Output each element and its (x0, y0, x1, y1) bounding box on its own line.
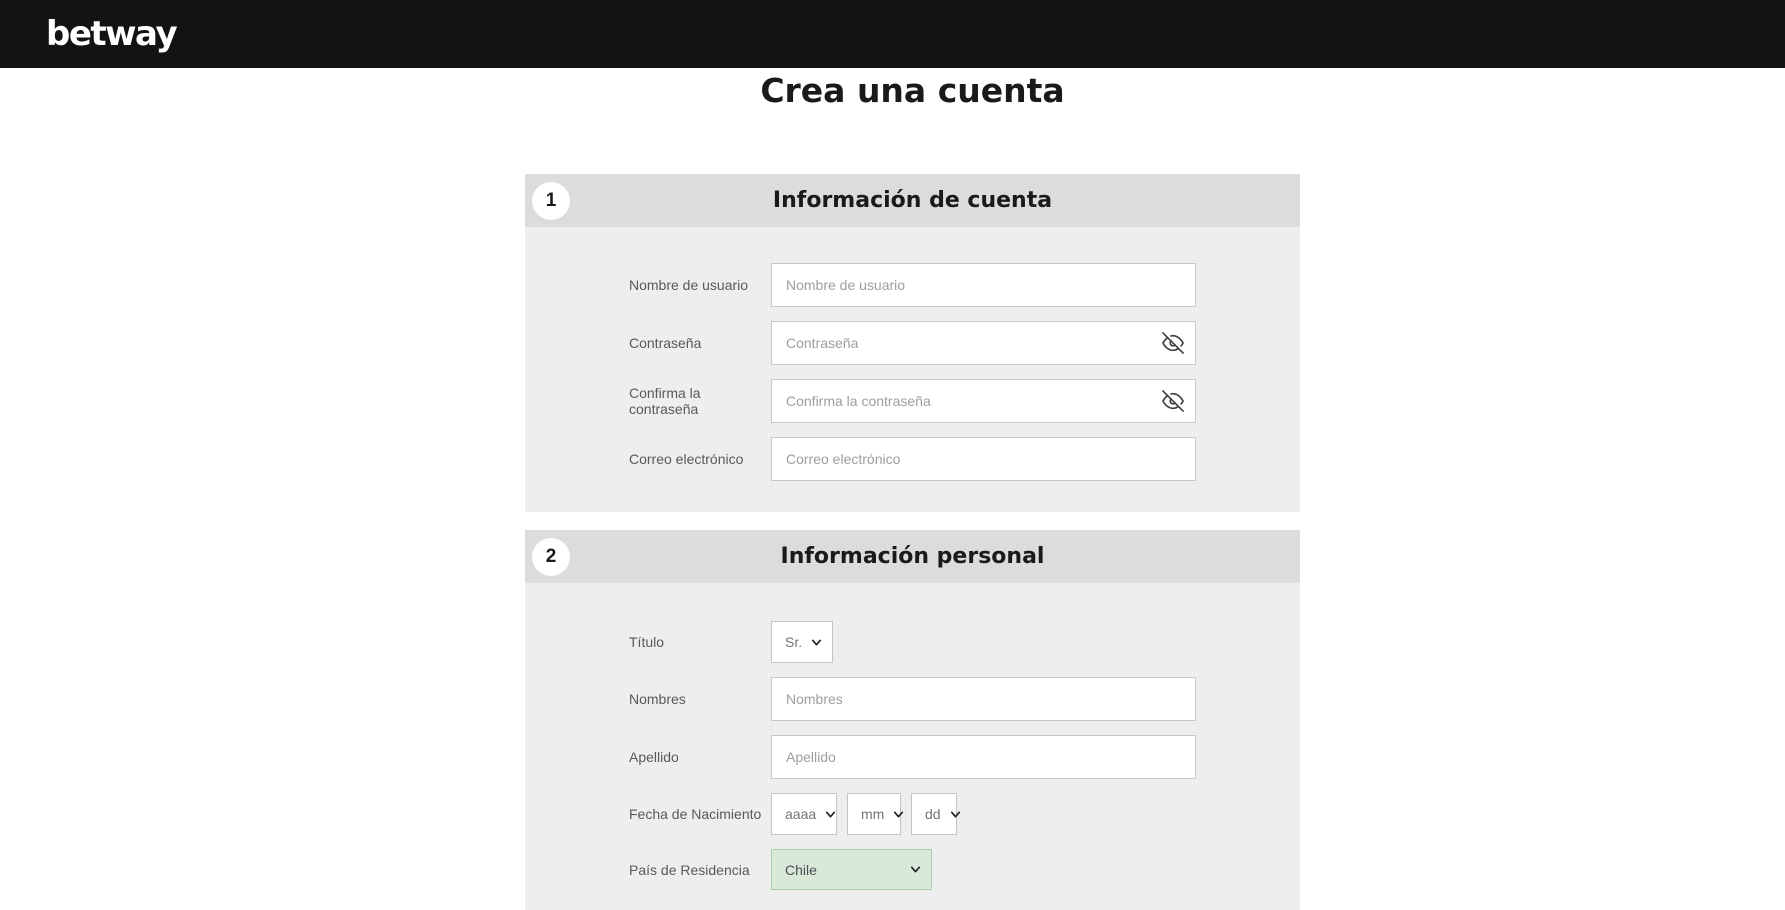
country-select-value: Chile (785, 861, 817, 878)
personal-section-header (525, 530, 1300, 583)
chevron-down-icon (909, 863, 922, 876)
page-title: Crea una cuenta (760, 71, 1065, 110)
title-select[interactable] (771, 621, 833, 663)
birth-date-selects (771, 793, 957, 835)
first-name-input[interactable] (771, 677, 1196, 721)
registration-page (525, 68, 1300, 910)
title-label: Título (629, 634, 665, 650)
birth-date-field-row (629, 793, 1300, 835)
betway-logo[interactable]: betway (46, 14, 177, 54)
first-name-input-wrap (771, 677, 1196, 721)
birth-year-select-value: aaaa (785, 806, 817, 822)
password-input[interactable] (771, 321, 1196, 365)
password-field-row (629, 321, 1300, 365)
birth-month-select-value: mm (861, 806, 885, 822)
birth-date-label: Fecha de Nacimiento (629, 806, 762, 822)
personal-info-section (525, 530, 1300, 910)
account-info-section (525, 174, 1300, 512)
username-input[interactable] (771, 263, 1196, 307)
first-name-field-row (629, 677, 1300, 721)
birth-year-select[interactable] (771, 793, 837, 835)
top-nav (0, 0, 1785, 68)
username-field-row (629, 263, 1300, 307)
title-field-row (629, 621, 1300, 663)
username-label: Nombre de usuario (629, 277, 749, 293)
country-select[interactable] (771, 849, 932, 890)
chevron-down-icon (892, 808, 905, 821)
password-input-wrap (771, 321, 1196, 365)
title-select-value: Sr. (785, 634, 803, 650)
confirm-password-input-wrap (771, 379, 1196, 423)
account-section-header (525, 174, 1300, 227)
email-label: Correo electrónico (629, 451, 744, 467)
confirm-password-input[interactable] (771, 379, 1196, 423)
email-field-row (629, 437, 1300, 481)
step-2-badge: 2 (532, 538, 570, 576)
birth-day-select-value: dd (925, 806, 941, 822)
eye-off-icon (1162, 390, 1184, 412)
personal-section-body (525, 583, 1300, 910)
confirm-password-visibility-toggle[interactable] (1162, 390, 1184, 412)
birth-month-select[interactable] (847, 793, 901, 835)
first-name-label: Nombres (629, 691, 686, 707)
last-name-label: Apellido (629, 749, 679, 765)
chevron-down-icon (810, 636, 823, 649)
last-name-input[interactable] (771, 735, 1196, 779)
step-1-badge: 1 (532, 182, 570, 220)
personal-section-title: Información personal (780, 544, 1045, 569)
email-input-wrap (771, 437, 1196, 481)
chevron-down-icon (949, 808, 962, 821)
eye-off-icon (1162, 332, 1184, 354)
country-field-row (629, 849, 1300, 890)
last-name-field-row (629, 735, 1300, 779)
confirm-password-field-row (629, 379, 1300, 423)
country-label: País de Residencia (629, 861, 750, 878)
chevron-down-icon (824, 808, 837, 821)
account-section-body (525, 227, 1300, 512)
username-input-wrap (771, 263, 1196, 307)
account-section-title: Información de cuenta (772, 188, 1053, 213)
password-visibility-toggle[interactable] (1162, 332, 1184, 354)
email-input[interactable] (771, 437, 1196, 481)
birth-day-select[interactable] (911, 793, 957, 835)
confirm-password-label: Confirma la contraseña (629, 385, 701, 417)
last-name-input-wrap (771, 735, 1196, 779)
password-label: Contraseña (629, 335, 702, 351)
